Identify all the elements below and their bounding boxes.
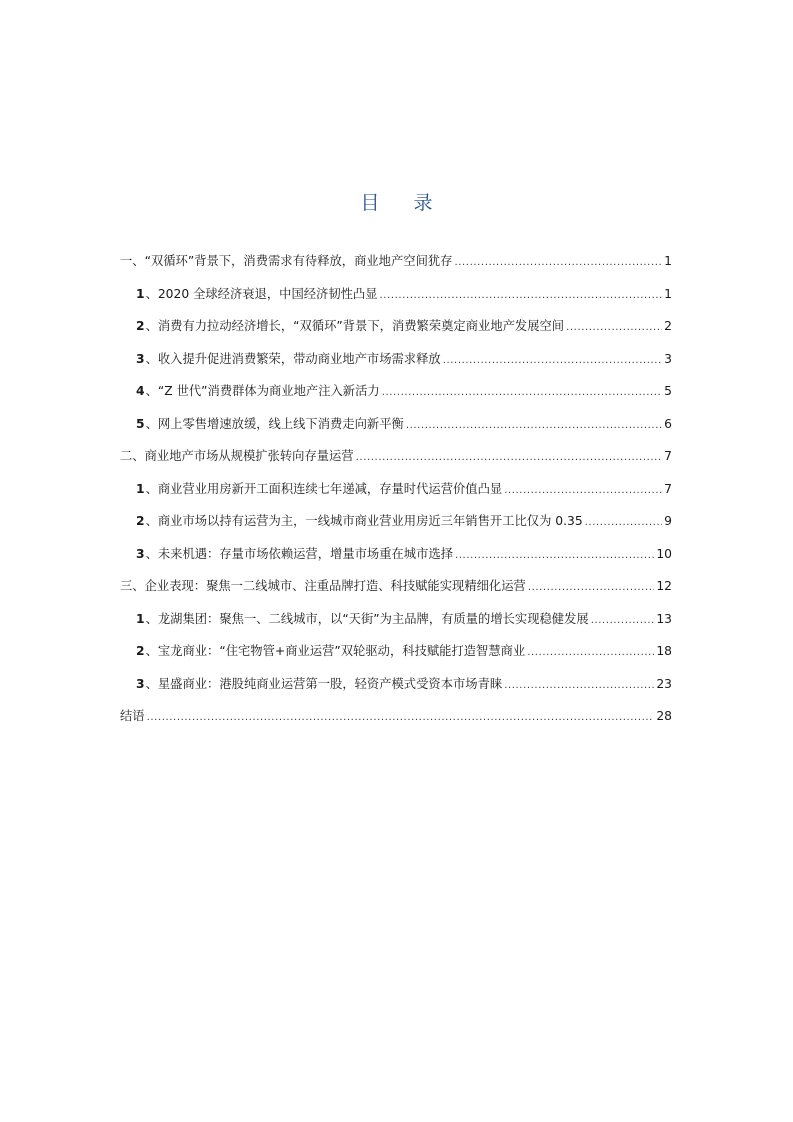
toc-entry-page: 2 [664,319,672,333]
toc-entry-number: 3 [136,676,145,691]
toc-entry[interactable] [119,349,672,382]
toc-entry[interactable] [119,674,672,707]
toc-entry-number: 3 [136,351,145,366]
toc-entry[interactable] [119,544,672,577]
toc-entry-page: 6 [664,416,672,431]
toc-entry-number: 4 [136,384,145,398]
toc-entry-text: 二、商业地产市场从规模扩张转向存量运营 [120,449,354,463]
toc-entry-page: 1 [664,254,672,268]
toc-entry-text: 一、“双循环”背景下，消费需求有待释放，商业地产空间犹存 [120,254,453,268]
toc-entry[interactable] [119,414,672,447]
dot-leader [591,611,655,631]
toc-entry[interactable] [119,576,672,609]
toc-entry-number: 2 [136,644,145,658]
toc-title: 目 录 [360,192,447,214]
toc-entry-page: 12 [656,579,672,593]
toc-entry-text: 、收入提升促进消费繁荣，带动商业地产市场需求释放 [145,351,441,366]
toc-entry-page: 5 [664,384,672,398]
toc-entry-text: 三、企业表现：聚焦一二线城市、注重品牌打造、科技赋能实现精细化运营 [120,579,526,593]
toc-entry-page: 13 [656,611,672,626]
toc-entry[interactable] [119,479,672,512]
toc-entry-page: 7 [664,449,672,463]
toc-entry-number: 1 [136,286,145,301]
toc-entry-number: 5 [136,416,145,431]
toc-entry[interactable] [119,609,672,642]
toc-entry-text: 、未来机遇：存量市场依赖运营，增量市场重在城市选择 [145,546,453,561]
toc-entry-page: 7 [664,481,672,496]
dot-leader [504,676,654,696]
toc-entry[interactable] [119,641,672,674]
toc-entry-text: 、宝龙商业：“住宅物管+商业运营”双轮驱动，科技赋能打造智慧商业 [145,644,526,658]
toc-entry-number: 2 [136,319,145,333]
toc-entry-text: 结语 [120,709,145,723]
dot-leader [566,318,662,338]
dot-leader [504,481,662,501]
toc-entry-number: 1 [136,481,145,496]
dot-leader [406,416,662,436]
toc-entry-text: 、2020 全球经济衰退，中国经济韧性凸显 [145,286,378,301]
toc-entry-text: 、龙湖集团：聚焦一、二线城市，以“天街”为主品牌，有质量的增长实现稳健发展 [145,611,589,626]
toc-entry-number: 2 [136,514,145,528]
dot-leader [585,513,663,533]
toc-entry[interactable] [119,316,672,349]
dot-leader [528,578,655,598]
toc-entry-page: 10 [656,546,672,561]
dot-leader [454,253,662,273]
dot-leader [443,351,662,371]
dot-leader [356,448,663,468]
toc-entry[interactable] [119,511,672,544]
toc-entry-number: 1 [136,611,145,626]
toc-entry-page: 1 [664,286,672,301]
toc-entry[interactable] [119,706,672,739]
dot-leader [455,546,654,566]
toc-entry-page: 18 [656,644,672,658]
toc-entry-text: 、商业市场以持有运营为主，一线城市商业营业用房近三年销售开工比仅为 0.35 [145,514,583,528]
dot-leader [382,383,662,403]
toc-entry-page: 9 [664,514,672,528]
toc-entry[interactable] [119,284,672,317]
dot-leader [527,643,654,663]
toc-entry-text: 、“Z 世代”消费群体为商业地产注入新活力 [145,384,380,398]
toc-entry[interactable] [119,381,672,414]
toc-entry-page: 3 [664,351,672,366]
toc-entry[interactable] [119,446,672,479]
toc-entry-text: 、网上零售增速放缓，线上线下消费走向新平衡 [145,416,404,431]
toc-entry-number: 3 [136,546,145,561]
toc-entry-text: 、消费有力拉动经济增长，“双循环”背景下，消费繁荣奠定商业地产发展空间 [145,319,565,333]
toc-entry-text: 、商业营业用房新开工面积连续七年递减，存量时代运营价值凸显 [145,481,503,496]
dot-leader [380,286,663,306]
table-of-contents [119,251,672,739]
dot-leader [147,708,655,728]
toc-entry-text: 、星盛商业：港股纯商业运营第一股，轻资产模式受资本市场青睐 [145,676,503,691]
toc-entry-page: 28 [656,709,672,723]
toc-entry-page: 23 [656,676,672,691]
toc-entry[interactable] [119,251,672,284]
